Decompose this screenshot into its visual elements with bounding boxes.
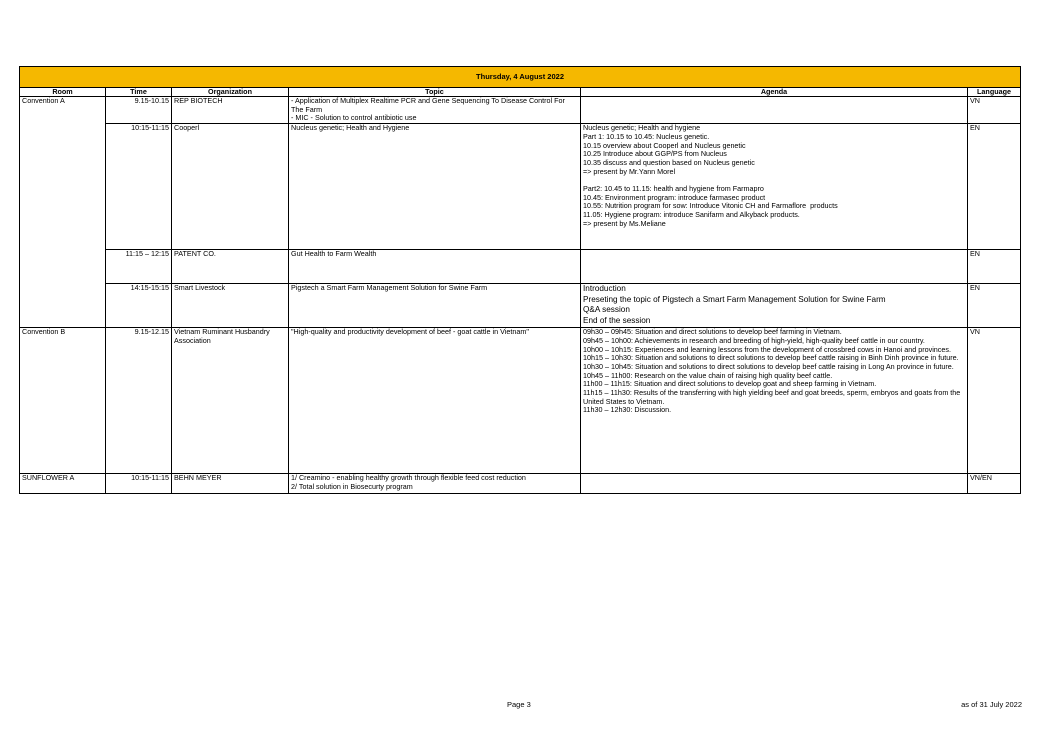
topic-line: - MIC - Solution to control antibiotic use <box>291 113 417 123</box>
agenda-line: 09h30 – 09h45: Situation and direct solutions to develop beef farming in Vietnam. <box>583 327 842 337</box>
time-cell: 10:15-11:15 <box>106 124 172 250</box>
agenda-line: 09h45 – 10h00: Achievements in research and breeding of high-yield, high-quality beef cattle in our country. <box>583 335 925 345</box>
agenda-line: Preseting the topic of Pigstech a Smart Farm Management Solution for Swine Farm <box>583 294 886 304</box>
time-cell: 11:15 – 12:15 <box>106 250 172 284</box>
agenda-cell <box>581 250 968 284</box>
agenda-line: => present by Mr.Yann Morel <box>583 166 676 176</box>
agenda-cell <box>581 474 968 494</box>
agenda-line: 10.45: Environment program: introduce farmasec product <box>583 192 766 202</box>
agenda-line: 11h30 – 12h30: Discussion. <box>583 405 672 415</box>
topic-cell <box>289 250 581 284</box>
agenda-line: 10h15 – 10h30: Situation and solutions to direct solutions to develop beef cattle raising in Binh Dinh province in future. <box>583 353 959 363</box>
time-cell: 9.15-12.15 <box>106 328 172 474</box>
organization-cell: Cooperl <box>172 124 289 250</box>
language-cell: EN <box>968 284 1021 328</box>
table-row <box>20 474 1021 494</box>
agenda-line: Part2: 10.45 to 11.15: health and hygiene from Farmapro <box>583 184 764 194</box>
topic-line: Gut Health to Farm Wealth <box>291 249 377 259</box>
col-header-language: Language <box>968 88 1021 97</box>
time-cell: 10:15-11:15 <box>106 474 172 494</box>
agenda-line: Introduction <box>583 284 626 294</box>
col-header-time: Time <box>106 88 172 97</box>
schedule-table <box>19 66 1021 494</box>
agenda-line: 11h15 – 11h30: Results of the transferring with high yielding beef and goat breeds, sperm, embryos and goats from the United States to Vietnam. <box>583 388 963 406</box>
agenda-line: Nucleus genetic; Health and hygiene <box>583 123 701 133</box>
table-row <box>20 328 1021 474</box>
agenda-line: 11.05: Hygiene program: introduce Sanifarm and Alkyback products. <box>583 210 800 220</box>
room-cell: Convention A <box>20 97 106 328</box>
topic-cell <box>289 474 581 494</box>
organization-cell: Vietnam Ruminant Husbandry Association <box>172 328 289 474</box>
as-of-date: as of 31 July 2022 <box>961 700 1022 709</box>
topic-line: "High-quality and productivity development of beef - goat cattle in Vietnam" <box>291 327 529 337</box>
agenda-line: => present by Ms.Meliane <box>583 218 666 228</box>
time-cell: 9.15-10.15 <box>106 97 172 124</box>
language-cell: VN <box>968 328 1021 474</box>
topic-line: 1/ Creamino - enabling healthy growth through flexible feed cost reduction <box>291 473 526 483</box>
agenda-cell <box>581 328 968 474</box>
table-row <box>20 250 1021 284</box>
agenda-line: 10.35 discuss and question based on Nucleus genetic <box>583 157 755 167</box>
table-row <box>20 97 1021 124</box>
topic-line: - Application of Multiplex Realtime PCR and Gene Sequencing To Disease Control For The Farm <box>291 96 567 114</box>
topic-cell <box>289 284 581 328</box>
topic-cell <box>289 328 581 474</box>
language-cell: VN <box>968 97 1021 124</box>
topic-line: 2/ Total solution in Biosecurty program <box>291 481 413 491</box>
topic-cell <box>289 97 581 124</box>
topic-line: Nucleus genetic; Health and Hygiene <box>291 123 410 133</box>
language-cell: EN <box>968 124 1021 250</box>
time-cell: 14:15-15:15 <box>106 284 172 328</box>
col-header-organization: Organization <box>172 88 289 97</box>
agenda-line: 10.15 overview about Cooperl and Nucleus genetic <box>583 140 746 150</box>
table-row <box>20 284 1021 328</box>
agenda-line: 10.25 Introduce about GGP/PS from Nucleus <box>583 149 727 159</box>
agenda-line: 10h45 – 11h00: Research on the value chain of raising high quality beef cattle. <box>583 370 833 380</box>
topic-cell <box>289 124 581 250</box>
language-cell: VN/EN <box>968 474 1021 494</box>
col-header-room: Room <box>20 88 106 97</box>
organization-cell: BEHN MEYER <box>172 474 289 494</box>
room-cell: Convention B <box>20 328 106 474</box>
agenda-line: 10.55: Nutrition program for sow: Introduce Vitonic CH and Farmaflore products <box>583 201 838 211</box>
day-banner: Thursday, 4 August 2022 <box>20 67 1021 88</box>
col-header-agenda: Agenda <box>581 88 968 97</box>
agenda-line: End of the session <box>583 315 651 325</box>
agenda-cell <box>581 124 968 250</box>
col-header-topic: Topic <box>289 88 581 97</box>
language-cell: EN <box>968 250 1021 284</box>
page-number: Page 3 <box>507 700 531 709</box>
agenda-line: 10h30 – 10h45: Situation and solutions to direct solutions to develop beef cattle raising in Long An province in future. <box>583 361 954 371</box>
agenda-line: Q&A session <box>583 305 630 315</box>
organization-cell: Smart Livestock <box>172 284 289 328</box>
agenda-cell <box>581 284 968 328</box>
organization-cell: PATENT CO. <box>172 250 289 284</box>
agenda-cell <box>581 97 968 124</box>
topic-line: Pigstech a Smart Farm Management Solution for Swine Farm <box>291 283 488 293</box>
agenda-line: 10h00 – 10h15: Experiences and learning lessons from the development of crossbred cows in Hanoi and provinces. <box>583 344 951 354</box>
agenda-line: 11h00 – 11h15: Situation and direct solutions to develop goat and sheep farming in Vietnam. <box>583 379 877 389</box>
organization-cell: REP BIOTECH <box>172 97 289 124</box>
room-cell: SUNFLOWER A <box>20 474 106 494</box>
table-row <box>20 124 1021 250</box>
column-header-row <box>20 88 1021 97</box>
agenda-line: Part 1: 10.15 to 10.45: Nucleus genetic. <box>583 131 710 141</box>
